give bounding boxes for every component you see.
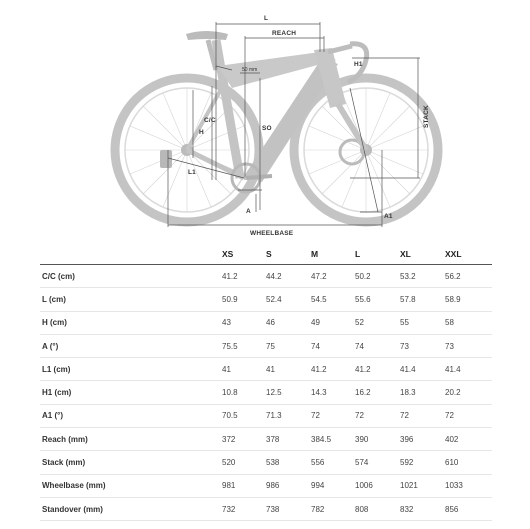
table-cell: 73: [400, 341, 409, 351]
table-row: [40, 381, 492, 404]
table-cell: 1021: [400, 481, 418, 491]
table-cell: 14.3: [311, 388, 327, 398]
label-cc: C/C: [204, 117, 216, 124]
header-size: L: [355, 248, 361, 259]
table-cell: 74: [355, 341, 364, 351]
table-cell: 53.2: [400, 271, 416, 281]
table-cell: 981: [222, 481, 236, 491]
table-cell: 986: [266, 481, 280, 491]
table-cell: 10.8: [222, 388, 238, 398]
table-cell: 396: [400, 434, 414, 444]
header-size: XS: [222, 248, 234, 259]
table-cell: 538: [266, 458, 280, 468]
table-row: [40, 335, 492, 358]
table-header: [40, 243, 492, 265]
bike-frame: [160, 31, 367, 192]
table-row: [40, 405, 492, 428]
row-label: Wheelbase (mm): [42, 481, 106, 491]
table-cell: 12.5: [266, 388, 282, 398]
table-cell: 46: [266, 318, 275, 328]
table-cell: 41.2: [222, 271, 238, 281]
table-cell: 75.5: [222, 341, 238, 351]
header-size: M: [311, 248, 319, 259]
row-label: Stack (mm): [42, 458, 86, 468]
table-cell: 57.8: [400, 294, 416, 304]
table-cell: 378: [266, 434, 280, 444]
table-cell: 994: [311, 481, 325, 491]
label-l1: L1: [188, 169, 196, 176]
table-row: [40, 428, 492, 451]
row-label: Reach (mm): [42, 434, 88, 444]
table-row: [40, 451, 492, 474]
table-row: [40, 358, 492, 381]
row-label: H1 (cm): [42, 388, 72, 398]
row-label: Standover (mm): [42, 504, 103, 514]
table-cell: 52.4: [266, 294, 282, 304]
table-cell: 58.9: [445, 294, 461, 304]
table-cell: 70.5: [222, 411, 238, 421]
header-size: XL: [400, 248, 411, 259]
table-cell: 592: [400, 458, 414, 468]
header-size: XXL: [445, 248, 462, 259]
table-cell: 71.3: [266, 411, 282, 421]
table-row: [40, 312, 492, 335]
table-cell: 41.4: [400, 364, 416, 374]
row-label: L (cm): [42, 294, 66, 304]
label-wheelbase: WHEELBASE: [250, 230, 294, 237]
table-cell: 72: [445, 411, 454, 421]
label-h: H: [199, 129, 204, 136]
row-label: C/C (cm): [42, 271, 75, 281]
table-cell: 18.3: [400, 388, 416, 398]
table-cell: 55: [400, 318, 409, 328]
table-cell: 73: [445, 341, 454, 351]
table-cell: 50.9: [222, 294, 238, 304]
label-50mm: 50 mm: [242, 67, 258, 73]
table-row: [40, 265, 492, 288]
label-h1: H1: [354, 61, 363, 68]
label-so: SO: [262, 125, 272, 132]
table-cell: 20.2: [445, 388, 461, 398]
table-cell: 384.5: [311, 434, 332, 444]
table-cell: 390: [355, 434, 369, 444]
table-cell: 41: [222, 364, 231, 374]
table-cell: 72: [400, 411, 409, 421]
geometry-table: [40, 243, 492, 521]
table-cell: 72: [355, 411, 364, 421]
row-label: A1 (°): [42, 411, 63, 421]
table-cell: 832: [400, 504, 414, 514]
table-cell: 738: [266, 504, 280, 514]
table-cell: 41.2: [311, 364, 327, 374]
label-a1: A1: [384, 213, 393, 220]
label-l: L: [264, 15, 269, 22]
table-cell: 54.5: [311, 294, 327, 304]
table-row: [40, 288, 492, 311]
table-cell: 58: [445, 318, 454, 328]
table-cell: 610: [445, 458, 459, 468]
label-reach: REACH: [272, 30, 297, 37]
table-cell: 1006: [355, 481, 373, 491]
table-row: [40, 498, 492, 521]
table-cell: 52: [355, 318, 364, 328]
table-cell: 372: [222, 434, 236, 444]
table-row: [40, 475, 492, 498]
table-cell: 41: [266, 364, 275, 374]
table-cell: 520: [222, 458, 236, 468]
table-cell: 49: [311, 318, 320, 328]
table-cell: 75: [266, 341, 275, 351]
table-cell: 50.2: [355, 271, 371, 281]
table-cell: 808: [355, 504, 369, 514]
header-size: S: [266, 248, 272, 259]
label-a: A: [246, 208, 251, 215]
table-cell: 55.6: [355, 294, 371, 304]
table-cell: 74: [311, 341, 320, 351]
table-cell: 732: [222, 504, 236, 514]
row-label: L1 (cm): [42, 364, 71, 374]
table-cell: 44.2: [266, 271, 282, 281]
table-cell: 56.2: [445, 271, 461, 281]
table-cell: 43: [222, 318, 231, 328]
table-cell: 41.2: [355, 364, 371, 374]
table-cell: 41.4: [445, 364, 461, 374]
table-cell: 556: [311, 458, 325, 468]
bike-geometry-diagram: [0, 0, 530, 240]
table-cell: 856: [445, 504, 459, 514]
table-cell: 47.2: [311, 271, 327, 281]
table-cell: 782: [311, 504, 325, 514]
row-label: H (cm): [42, 318, 67, 328]
label-stack: STACK: [423, 105, 430, 128]
table-cell: 1033: [445, 481, 463, 491]
table-cell: 16.2: [355, 388, 371, 398]
table-cell: 574: [355, 458, 369, 468]
table-cell: 402: [445, 434, 459, 444]
table-cell: 72: [311, 411, 320, 421]
row-label: A (°): [42, 341, 59, 351]
